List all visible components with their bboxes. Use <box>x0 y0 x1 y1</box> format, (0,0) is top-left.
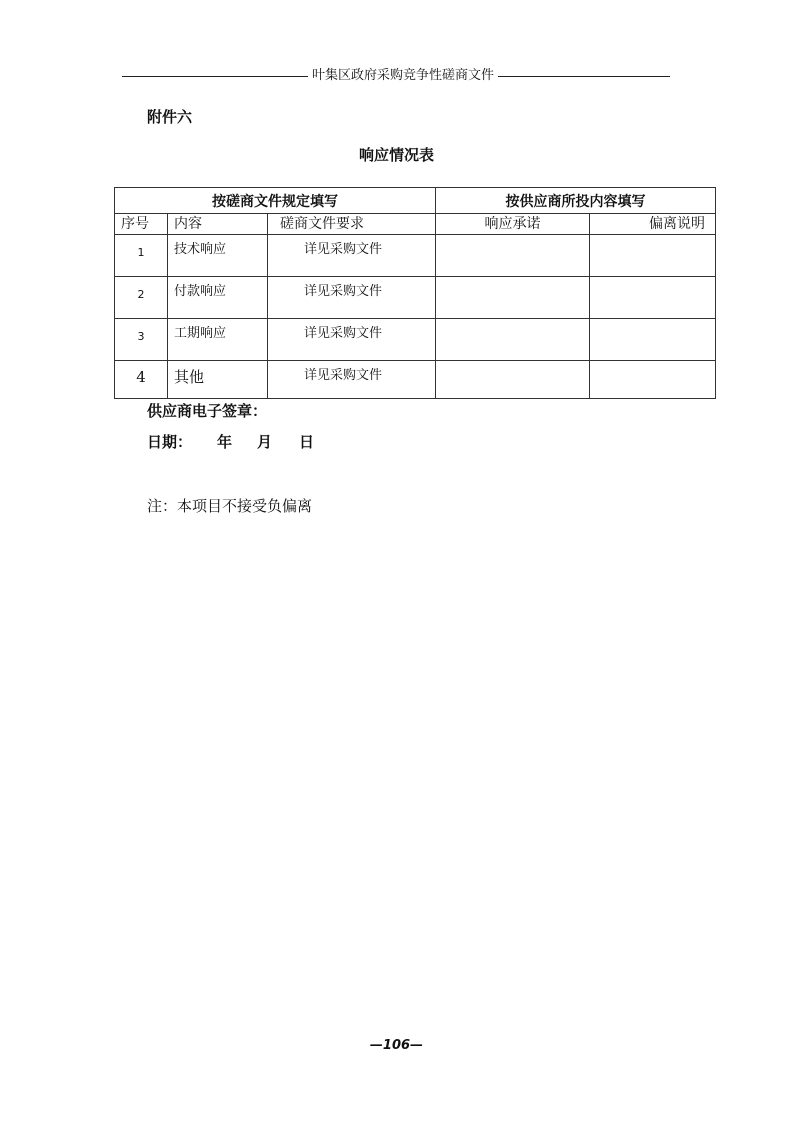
row-no: 1 <box>115 235 168 277</box>
table-row <box>115 319 716 361</box>
table-column-header <box>115 214 716 235</box>
date-month: 月 <box>257 433 273 451</box>
col-header-requirement: 磋商文件要求 <box>268 214 436 235</box>
row-deviation-cell[interactable] <box>590 319 716 361</box>
col-header-no: 序号 <box>115 214 168 235</box>
date-day: 日 <box>299 433 315 451</box>
row-content: 技术响应 <box>168 235 268 277</box>
row-no: 3 <box>115 319 168 361</box>
row-deviation-cell[interactable] <box>590 277 716 319</box>
table-row <box>115 277 716 319</box>
col-header-response: 响应承诺 <box>436 214 590 235</box>
header-rule-left <box>122 76 308 77</box>
response-table <box>114 187 716 399</box>
row-requirement: 详见采购文件 <box>268 319 436 361</box>
note-text: 注：本项目不接受负偏离 <box>147 497 313 515</box>
col-header-content: 内容 <box>168 214 268 235</box>
signature-label: 供应商电子签章： <box>147 402 268 420</box>
row-no: 4 <box>115 361 168 399</box>
date-year: 年 <box>217 433 233 451</box>
table-group-header <box>115 188 716 214</box>
row-response-cell[interactable] <box>436 319 590 361</box>
row-deviation-cell[interactable] <box>590 235 716 277</box>
header-title: 叶集区政府采购竞争性磋商文件 <box>311 68 494 83</box>
page-number: —106— <box>369 1038 424 1053</box>
col-header-deviation: 偏离说明 <box>590 214 716 235</box>
attachment-label: 附件六 <box>147 108 193 126</box>
table-row <box>115 361 716 399</box>
row-response-cell[interactable] <box>436 361 590 399</box>
row-requirement: 详见采购文件 <box>268 361 436 399</box>
row-content: 工期响应 <box>168 319 268 361</box>
row-requirement: 详见采购文件 <box>268 235 436 277</box>
row-content: 其他 <box>168 361 268 399</box>
table-title: 响应情况表 <box>358 146 434 164</box>
row-deviation-cell[interactable] <box>590 361 716 399</box>
table-row <box>115 235 716 277</box>
page-header <box>122 66 670 86</box>
group-left-header: 按磋商文件规定填写 <box>115 188 436 214</box>
date-label: 日期： <box>147 433 193 451</box>
row-no: 2 <box>115 277 168 319</box>
group-right-header: 按供应商所投内容填写 <box>436 188 716 214</box>
row-content: 付款响应 <box>168 277 268 319</box>
row-response-cell[interactable] <box>436 277 590 319</box>
header-rule-right <box>498 76 670 77</box>
row-response-cell[interactable] <box>436 235 590 277</box>
row-requirement: 详见采购文件 <box>268 277 436 319</box>
